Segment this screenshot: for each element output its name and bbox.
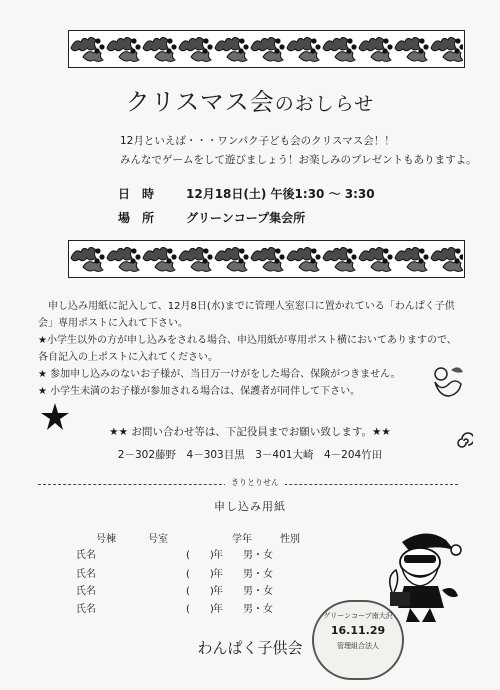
angel-icon [425, 362, 467, 400]
holly-garland-icon [69, 241, 463, 276]
cut-label: きりとりせん [225, 477, 285, 488]
form-row-name[interactable]: 氏名 [76, 569, 96, 580]
holly-leaf-icon [179, 248, 213, 272]
stamp-top: グリーンコープ南大沢 [323, 612, 393, 620]
holly-leaf-icon [143, 248, 177, 272]
form-row-name[interactable]: 氏名 [76, 586, 96, 597]
header-number: 号棟 [96, 534, 116, 545]
holly-leaf-icon [215, 38, 249, 62]
title-main: クリスマス会 [125, 88, 275, 116]
form-row-name[interactable]: 氏名 [76, 550, 96, 561]
holly-border-middle [68, 240, 465, 278]
holly-leaf-icon [323, 248, 357, 272]
holly-leaf-icon [395, 248, 429, 272]
title-tail: のおしらせ [274, 93, 375, 115]
place-label: 場 所 [118, 211, 155, 225]
holly-leaf-icon [143, 38, 177, 62]
holly-leaf-icon [287, 38, 321, 62]
holly-leaf-icon [431, 38, 463, 62]
date-label: 日 時 [118, 187, 155, 201]
holly-leaf-icon [359, 248, 393, 272]
holly-leaf-icon [215, 248, 249, 272]
form-row-grade: 年 [213, 586, 223, 597]
page-title [0, 82, 500, 117]
form-row-gender[interactable]: 男・女 [243, 586, 273, 597]
form-row-paren: ( ) [186, 569, 214, 580]
holly-border-top [68, 30, 465, 68]
form-row-paren: ( ) [186, 550, 214, 561]
holly-leaf-icon [179, 38, 213, 62]
header-grade: 学年 [232, 534, 252, 545]
holly-leaf-icon [251, 38, 285, 62]
event-place [118, 209, 305, 226]
holly-leaf-icon [107, 38, 141, 62]
holly-leaf-icon [287, 248, 321, 272]
form-row-gender[interactable]: 男・女 [243, 604, 273, 615]
event-date [118, 185, 375, 202]
stamp-date: 16.11.29 [330, 624, 386, 637]
holly-leaf-icon [395, 38, 429, 62]
detail-item: ★小学生以外の方が申し込みをされる場合、申込用紙が専用ポスト横においてありますので、各自記入の上ポストに入れてください。 [38, 335, 457, 363]
holly-leaf-icon [71, 248, 105, 272]
header-room: 号室 [148, 534, 168, 545]
stamp-bottom: 管理組合法人 [337, 642, 379, 650]
form-row-gender[interactable]: 男・女 [243, 550, 273, 561]
place-value: グリーンコープ集会所 [186, 211, 306, 225]
holly-leaf-icon [323, 38, 357, 62]
contact-people: 2－302藤野 4－303目黒 3－401大崎 4－204竹田 [117, 449, 383, 461]
form-row-grade: 年 [213, 550, 223, 561]
header-gender: 性別 [280, 534, 300, 545]
form-row-name[interactable]: 氏名 [76, 604, 96, 615]
contact-heading: ★★ お問い合わせ等は、下記役員までお願い致します。★★ [109, 426, 391, 438]
details-block [38, 298, 458, 400]
detail-item: ★ 参加申し込みのないお子様が、当日万一けがをした場合、保険がつきません。 [38, 369, 401, 380]
form-row-grade: 年 [213, 569, 223, 580]
form-row-paren: ( ) [186, 586, 214, 597]
detail-item: 申し込み用紙に記入して、12月8日(水)までに管理人室窓口に置かれている「わんぱく子供会」専用ポストに入れて下さい。 [38, 301, 455, 329]
received-stamp [312, 600, 404, 680]
organization-name: わんぱく子供会 [197, 639, 303, 657]
detail-item: ★ 小学生未満のお子様が参加される場合は、保護者が同伴して下さい。 [38, 386, 361, 397]
form-title: 申し込み用紙 [214, 500, 286, 513]
holly-garland-icon [69, 31, 463, 66]
date-value: 12月18日(土) 午後1:30 ～ 3:30 [186, 187, 375, 201]
holly-leaf-icon [71, 38, 105, 62]
intro-line-2: みんなでゲームをして遊びましょう！お楽しみのプレゼントもありますよ。 [120, 154, 477, 166]
holly-leaf-icon [107, 248, 141, 272]
form-row-grade: 年 [213, 604, 223, 615]
holly-leaf-icon [431, 248, 463, 272]
intro-line-1: 12月といえば・・・ワンパク子ども会のクリスマス会！！ [120, 135, 395, 147]
holly-leaf-icon [251, 248, 285, 272]
form-row-gender[interactable]: 男・女 [243, 569, 273, 580]
form-row-paren: ( ) [186, 604, 214, 615]
holly-leaf-icon [359, 38, 393, 62]
